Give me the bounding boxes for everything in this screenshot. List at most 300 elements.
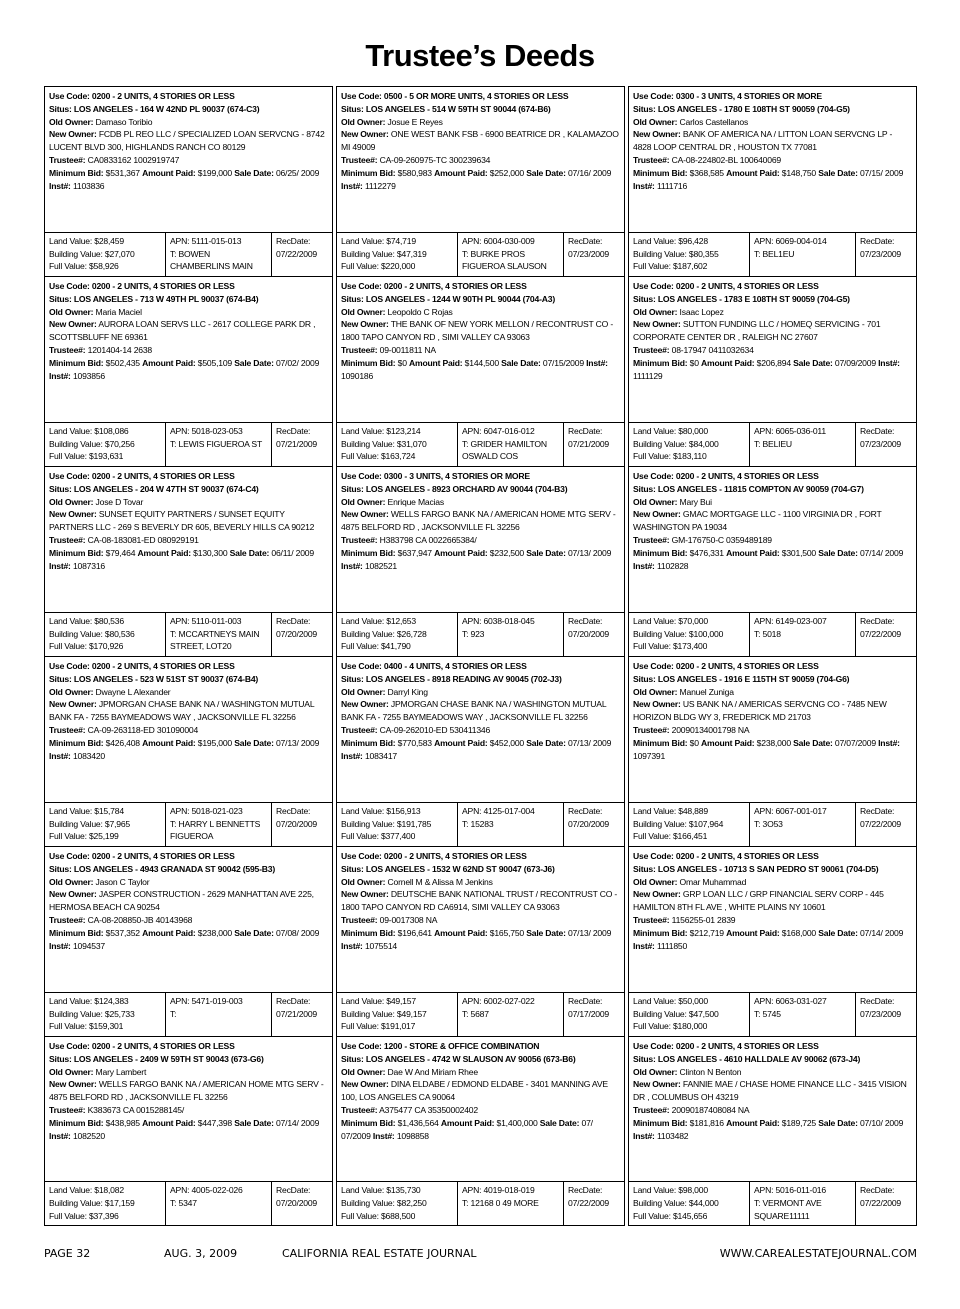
footer-journal-name: CALIFORNIA REAL ESTATE JOURNAL	[282, 1247, 477, 1260]
tract-value: GRIDER HAMILTON OSWALD COS	[462, 438, 547, 462]
old-owner-value: Josue E Reyes	[387, 116, 443, 127]
record	[336, 276, 625, 466]
full-value-label: Full Value:	[633, 1021, 671, 1032]
inst-value: 1082520	[72, 1130, 105, 1141]
record-line	[860, 235, 912, 248]
record-line	[633, 1066, 912, 1079]
trustee-value: CA-09-263118-ED 301090004	[87, 724, 199, 735]
use-code: Use Code: 0200 - 2 UNITS, 4 STORIES OR LESS	[49, 91, 235, 101]
values-cell	[45, 613, 166, 656]
full-value-label: Full Value:	[49, 1021, 87, 1032]
tract-label: T:	[754, 818, 761, 829]
min-bid-value: $181,816	[689, 1117, 724, 1128]
record-line	[754, 615, 851, 628]
tract-label: T:	[170, 248, 177, 259]
old-owner-label: Old Owner:	[341, 876, 386, 887]
old-owner-label: Old Owner:	[49, 876, 94, 887]
amount-paid-value: $238,000	[197, 927, 232, 938]
building-value: $84,000	[688, 438, 719, 449]
record-line	[754, 818, 851, 831]
values-cell	[45, 803, 166, 846]
record-line	[462, 425, 559, 438]
apn-value: 6063-031-027	[775, 996, 827, 1007]
inst-label: Inst#:	[341, 940, 363, 951]
new-owner-label: New Owner:	[49, 129, 97, 140]
min-bid-label: Minimum Bid:	[633, 547, 688, 558]
trustee-label: Trustee#:	[49, 724, 86, 735]
apn-cell	[458, 1182, 564, 1225]
record-line	[341, 1104, 620, 1117]
values-cell	[337, 1182, 458, 1225]
land-value-label: Land Value:	[341, 616, 385, 627]
new-owner-label: New Owner:	[341, 129, 389, 140]
new-owner-label: New Owner:	[49, 509, 97, 520]
record-line	[462, 628, 559, 641]
record-line	[462, 1008, 559, 1021]
trustee-label: Trustee#:	[633, 724, 670, 735]
record-line	[633, 1020, 745, 1033]
full-value-label: Full Value:	[341, 1210, 379, 1221]
new-owner-label: New Owner:	[633, 889, 681, 900]
record-line	[633, 293, 912, 306]
building-value-label: Building Value:	[49, 628, 103, 639]
values-cell	[337, 803, 458, 846]
tract-label: T:	[754, 438, 761, 449]
recdate-value: 07/22/2009	[860, 818, 902, 829]
situs-address: Situs: LOS ANGELES - 2409 W 59TH ST 90043 (673-G6)	[49, 1053, 264, 1064]
trustee-value: A375477 CA 35350002402	[379, 1104, 478, 1115]
record-line	[341, 1210, 453, 1223]
recdate-cell	[856, 993, 916, 1036]
record-line	[341, 863, 620, 876]
building-value-label: Building Value:	[633, 438, 687, 449]
sale-date-value: 07/09/2009	[834, 357, 876, 368]
tract-label: T:	[170, 1008, 177, 1019]
situs-address: Situs: LOS ANGELES - 10713 S SAN PEDRO ST 90061 (704-D5)	[633, 863, 879, 874]
record-values	[45, 802, 332, 846]
record-line	[276, 248, 328, 261]
record-line	[341, 425, 453, 438]
trustee-value: GM-176750-C 0359489189	[671, 534, 772, 545]
record-line	[49, 1040, 328, 1053]
apn-value: 5018-023-053	[191, 426, 243, 437]
trustee-value: CA0833162 1002919747	[87, 154, 180, 165]
record-line	[49, 1197, 161, 1210]
apn-label: APN:	[170, 996, 190, 1007]
record-line	[341, 483, 620, 496]
record-line	[633, 1040, 912, 1053]
old-owner-label: Old Owner:	[49, 686, 94, 697]
record-line	[49, 1066, 328, 1079]
full-value-label: Full Value:	[49, 261, 87, 272]
record-line	[341, 1020, 453, 1033]
inst-value: 1083417	[364, 750, 397, 761]
record-line	[49, 425, 161, 438]
tract-value: BELIEU	[762, 438, 792, 449]
record-line	[49, 1210, 161, 1223]
record-line	[170, 425, 267, 438]
record-details	[45, 467, 332, 612]
amount-paid-label: Amount Paid:	[142, 167, 196, 178]
sale-date-value: 07/16/ 2009	[567, 167, 612, 178]
record-line	[341, 1008, 453, 1021]
old-owner-value: Mary Bui	[679, 496, 712, 507]
inst-value: 1103482	[656, 1130, 689, 1141]
record-line	[276, 425, 328, 438]
values-cell	[45, 993, 166, 1036]
record-details	[337, 277, 624, 422]
old-owner-value: Dwayne L Alexander	[95, 686, 171, 697]
old-owner-label: Old Owner:	[341, 496, 386, 507]
old-owner-label: Old Owner:	[49, 116, 94, 127]
full-value-label: Full Value:	[49, 831, 87, 842]
inst-value: 1094537	[72, 940, 105, 951]
record-line	[276, 628, 328, 641]
apn-value: 6069-004-014	[775, 236, 827, 247]
apn-cell	[166, 423, 272, 466]
old-owner-label: Old Owner:	[633, 496, 678, 507]
apn-label: APN:	[462, 616, 482, 627]
situs-address: Situs: LOS ANGELES - 1780 E 108TH ST 90059 (704-G5)	[633, 103, 850, 114]
record	[44, 1036, 333, 1226]
amount-paid-label: Amount Paid:	[142, 357, 196, 368]
building-value-label: Building Value:	[49, 248, 103, 259]
inst-label: Inst#:	[341, 560, 363, 571]
record	[628, 86, 917, 276]
land-value: $49,157	[386, 996, 416, 1007]
record-line	[860, 248, 912, 261]
record-values	[629, 802, 916, 846]
record-line	[860, 818, 912, 831]
record-values	[337, 612, 624, 656]
record-line	[754, 628, 851, 641]
record-line	[276, 438, 328, 451]
record-line	[341, 547, 620, 573]
record-details	[45, 277, 332, 422]
trustee-label: Trustee#:	[633, 154, 670, 165]
min-bid-label: Minimum Bid:	[633, 357, 688, 368]
min-bid-label: Minimum Bid:	[633, 737, 688, 748]
new-owner-value: FANNIE MAE / CHASE HOME FINANCE LLC - 3415 VISION DR , COLUMBUS OH 43219	[633, 1079, 907, 1103]
full-value: $173,400	[672, 641, 708, 652]
old-owner-label: Old Owner:	[633, 306, 678, 317]
values-cell	[337, 993, 458, 1036]
sale-date-label: Sale Date:	[234, 737, 274, 748]
sale-date-label: Sale Date:	[526, 737, 566, 748]
record-line	[860, 1197, 912, 1210]
old-owner-value: Leopoldo C Rojas	[387, 306, 453, 317]
record-line	[49, 640, 161, 653]
recdate-value: 07/21/2009	[276, 438, 318, 449]
tract-value: 923	[470, 628, 485, 639]
values-cell	[337, 613, 458, 656]
land-value-label: Land Value:	[633, 1185, 677, 1196]
apn-cell	[750, 613, 856, 656]
trustee-label: Trustee#:	[341, 1104, 378, 1115]
record-line	[860, 805, 912, 818]
tract-label: T:	[462, 628, 469, 639]
record-line	[49, 450, 161, 463]
tract-label: T:	[170, 1198, 177, 1209]
old-owner-value: Damaso Toribio	[95, 116, 153, 127]
situs-address: Situs: LOS ANGELES - 4610 HALLDALE AV 90062 (673-J4)	[633, 1053, 861, 1064]
record-line	[633, 1197, 745, 1210]
min-bid-value: $1,436,564	[397, 1117, 439, 1128]
record-line	[49, 863, 328, 876]
recdate-label: RecDate:	[860, 1185, 895, 1196]
recdate-label: RecDate:	[860, 616, 895, 627]
record-line	[633, 318, 912, 344]
record-line	[341, 154, 620, 167]
sale-date-value: 07/14/ 2009	[275, 1117, 320, 1128]
record-line	[462, 615, 559, 628]
old-owner-value: Omar Muhammad	[679, 876, 747, 887]
min-bid-value: $196,641	[397, 927, 432, 938]
amount-paid-label: Amount Paid:	[726, 1117, 780, 1128]
new-owner-label: New Owner:	[341, 509, 389, 520]
land-value-label: Land Value:	[49, 616, 93, 627]
record-line	[633, 724, 912, 737]
trustee-label: Trustee#:	[633, 1104, 670, 1115]
amount-paid-label: Amount Paid:	[142, 737, 196, 748]
old-owner-label: Old Owner:	[49, 496, 94, 507]
sale-date-value: 07/07/2009	[834, 737, 876, 748]
amount-paid-value: $168,000	[781, 927, 816, 938]
old-owner-value: Dae W And Miriam Rhee	[387, 1066, 478, 1077]
record-line	[49, 534, 328, 547]
new-owner-label: New Owner:	[633, 509, 681, 520]
record-line	[49, 90, 328, 103]
building-value-label: Building Value:	[49, 1008, 103, 1019]
record-details	[45, 847, 332, 992]
record-line	[49, 103, 328, 116]
amount-paid-value: $189,725	[781, 1117, 816, 1128]
record-line	[633, 260, 745, 273]
record-line	[633, 818, 745, 831]
trustee-label: Trustee#:	[341, 724, 378, 735]
recdate-value: 07/23/2009	[860, 248, 902, 259]
record-line	[633, 673, 912, 686]
record-line	[568, 425, 620, 438]
inst-label: Inst#:	[49, 180, 71, 191]
record-line	[341, 888, 620, 914]
record-line	[462, 805, 559, 818]
amount-paid-value: $144,500	[464, 357, 499, 368]
recdate-cell	[856, 613, 916, 656]
record-line	[49, 888, 328, 914]
tract-label: T:	[462, 438, 469, 449]
values-cell	[629, 803, 750, 846]
recdate-cell	[564, 993, 624, 1036]
record-line	[633, 280, 912, 293]
min-bid-label: Minimum Bid:	[49, 547, 104, 558]
amount-paid-label: Amount Paid:	[142, 927, 196, 938]
inst-value: 1090186	[341, 370, 374, 381]
record	[628, 846, 917, 1036]
apn-value: 6004-030-009	[483, 236, 535, 247]
record-details	[337, 657, 624, 802]
full-value-label: Full Value:	[633, 261, 671, 272]
amount-paid-value: $195,000	[197, 737, 232, 748]
record-line	[754, 805, 851, 818]
record	[336, 1036, 625, 1226]
tract-label: T:	[754, 1008, 761, 1019]
record-line	[633, 470, 912, 483]
old-owner-value: Enrique Macias	[387, 496, 444, 507]
tract-label: T:	[170, 628, 177, 639]
inst-label: Inst#:	[633, 180, 655, 191]
record-details	[629, 847, 916, 992]
record-values	[45, 992, 332, 1036]
record-line	[49, 830, 161, 843]
new-owner-label: New Owner:	[49, 889, 97, 900]
full-value-label: Full Value:	[49, 641, 87, 652]
record-line	[754, 1008, 851, 1021]
recdate-value: 07/20/2009	[568, 628, 610, 639]
page-title: Trustee’s Deeds	[365, 38, 595, 73]
record-line	[754, 1197, 851, 1222]
full-value-label: Full Value:	[633, 641, 671, 652]
recdate-label: RecDate:	[860, 236, 895, 247]
new-owner-label: New Owner:	[633, 1079, 681, 1090]
recdate-cell	[564, 613, 624, 656]
record-line	[633, 698, 912, 724]
record-values	[629, 232, 916, 276]
new-owner-label: New Owner:	[633, 129, 681, 140]
recdate-label: RecDate:	[568, 996, 603, 1007]
inst-label: Inst#:	[49, 370, 71, 381]
record-line	[633, 850, 912, 863]
record-line	[49, 128, 328, 154]
min-bid-label: Minimum Bid:	[341, 1117, 396, 1128]
trustee-label: Trustee#:	[341, 154, 378, 165]
recdate-cell	[272, 1182, 332, 1225]
use-code: Use Code: 0200 - 2 UNITS, 4 STORIES OR LESS	[49, 281, 235, 291]
record-line	[341, 660, 620, 673]
record-line	[49, 737, 328, 763]
new-owner-value: GMAC MORTGAGE LLC - 1100 VIRGINIA DR , FORT WASHINGTON PA 19034	[633, 509, 882, 533]
land-value-label: Land Value:	[633, 806, 677, 817]
min-bid-value: $502,435	[105, 357, 140, 368]
record-line	[49, 615, 161, 628]
record-details	[45, 657, 332, 802]
amount-paid-value: $238,000	[756, 737, 791, 748]
building-value-label: Building Value:	[633, 1198, 687, 1209]
min-bid-label: Minimum Bid:	[49, 927, 104, 938]
amount-paid-label: Amount Paid:	[701, 737, 755, 748]
footer-page-number: PAGE 32	[44, 1247, 91, 1260]
record-line	[633, 1078, 912, 1104]
record-values	[337, 422, 624, 466]
record-line	[462, 248, 559, 273]
record-line	[568, 628, 620, 641]
record-line	[276, 995, 328, 1008]
amount-paid-label: Amount Paid:	[409, 357, 463, 368]
recdate-value: 07/21/2009	[568, 438, 610, 449]
full-value: $183,110	[672, 451, 707, 462]
min-bid-label: Minimum Bid:	[49, 167, 104, 178]
inst-value: 1098858	[396, 1130, 429, 1141]
record-line	[49, 167, 328, 193]
new-owner-value: WELLS FARGO BANK NA / AMERICAN HOME MTG SERV - 4875 BELFORD RD , JACKSONVILLE FL 32256	[49, 1079, 324, 1103]
record-line	[633, 628, 745, 641]
inst-label: Inst#:	[341, 180, 363, 191]
recdate-value: 07/20/2009	[276, 628, 318, 639]
sale-date-value: 07/02/ 2009	[275, 357, 320, 368]
recdate-value: 07/23/2009	[568, 248, 610, 259]
record	[628, 276, 917, 466]
new-owner-label: New Owner:	[341, 1079, 389, 1090]
recdate-cell	[856, 1182, 916, 1225]
record-line	[860, 438, 912, 451]
values-cell	[45, 1182, 166, 1225]
building-value-label: Building Value:	[49, 818, 103, 829]
building-value: $7,965	[104, 818, 130, 829]
record-line	[341, 306, 620, 319]
recdate-value: 07/23/2009	[860, 438, 902, 449]
record-line	[633, 483, 912, 496]
record-line	[633, 1008, 745, 1021]
building-value-label: Building Value:	[341, 1198, 395, 1209]
new-owner-value: JPMORGAN CHASE BANK NA / WASHINGTON MUTUAL BANK FA - 7255 BAYMEADOWS WAY , JACKSONVILLE FL 32256	[49, 699, 315, 723]
full-value: $220,000	[380, 261, 416, 272]
min-bid-value: $0	[689, 357, 699, 368]
min-bid-value: $637,947	[397, 547, 432, 558]
min-bid-value: $368,585	[689, 167, 724, 178]
use-code: Use Code: 0200 - 2 UNITS, 4 STORIES OR LESS	[633, 281, 819, 291]
min-bid-label: Minimum Bid:	[341, 547, 396, 558]
inst-label: Inst#:	[341, 750, 363, 761]
tract-value: BEL1EU	[762, 248, 795, 259]
land-value-label: Land Value:	[341, 236, 385, 247]
land-value: $50,000	[678, 996, 708, 1007]
sale-date-label: Sale Date:	[818, 927, 858, 938]
record-line	[49, 698, 328, 724]
recdate-value: 07/21/2009	[276, 1008, 318, 1019]
apn-label: APN:	[462, 1185, 482, 1196]
sale-date-value: 06/25/ 2009	[275, 167, 320, 178]
use-code: Use Code: 0200 - 2 UNITS, 4 STORIES OR LESS	[633, 661, 819, 671]
recdate-value: 07/22/2009	[568, 1198, 610, 1209]
record-line	[633, 103, 912, 116]
old-owner-value: Maria Maciel	[95, 306, 142, 317]
recdate-value: 07/23/2009	[860, 1008, 902, 1019]
recdate-value: 07/20/2009	[276, 1198, 318, 1209]
record-line	[49, 154, 328, 167]
min-bid-label: Minimum Bid:	[49, 357, 104, 368]
min-bid-label: Minimum Bid:	[341, 357, 396, 368]
record-line	[49, 1117, 328, 1143]
land-value: $74,719	[386, 236, 416, 247]
sale-date-label: Sale Date:	[526, 927, 566, 938]
record	[44, 466, 333, 656]
trustee-value: 1156255-01 2839	[671, 914, 736, 925]
building-value-label: Building Value:	[341, 818, 395, 829]
inst-label: Inst#:	[49, 940, 71, 951]
new-owner-value: JPMORGAN CHASE BANK NA / WASHINGTON MUTUAL BANK FA - 7255 BAYMEADOWS WAY , JACKSONVILLE FL 32256	[341, 699, 607, 723]
record-line	[462, 995, 559, 1008]
recdate-cell	[272, 993, 332, 1036]
land-value-label: Land Value:	[341, 996, 385, 1007]
land-value: $123,214	[386, 426, 421, 437]
record-line	[170, 628, 267, 653]
new-owner-label: New Owner:	[49, 1079, 97, 1090]
records-column	[336, 86, 625, 1226]
land-value: $156,913	[386, 806, 421, 817]
apn-label: APN:	[170, 236, 190, 247]
use-code: Use Code: 0200 - 2 UNITS, 4 STORIES OR LESS	[633, 851, 819, 861]
recdate-value: 07/22/2009	[860, 628, 902, 639]
